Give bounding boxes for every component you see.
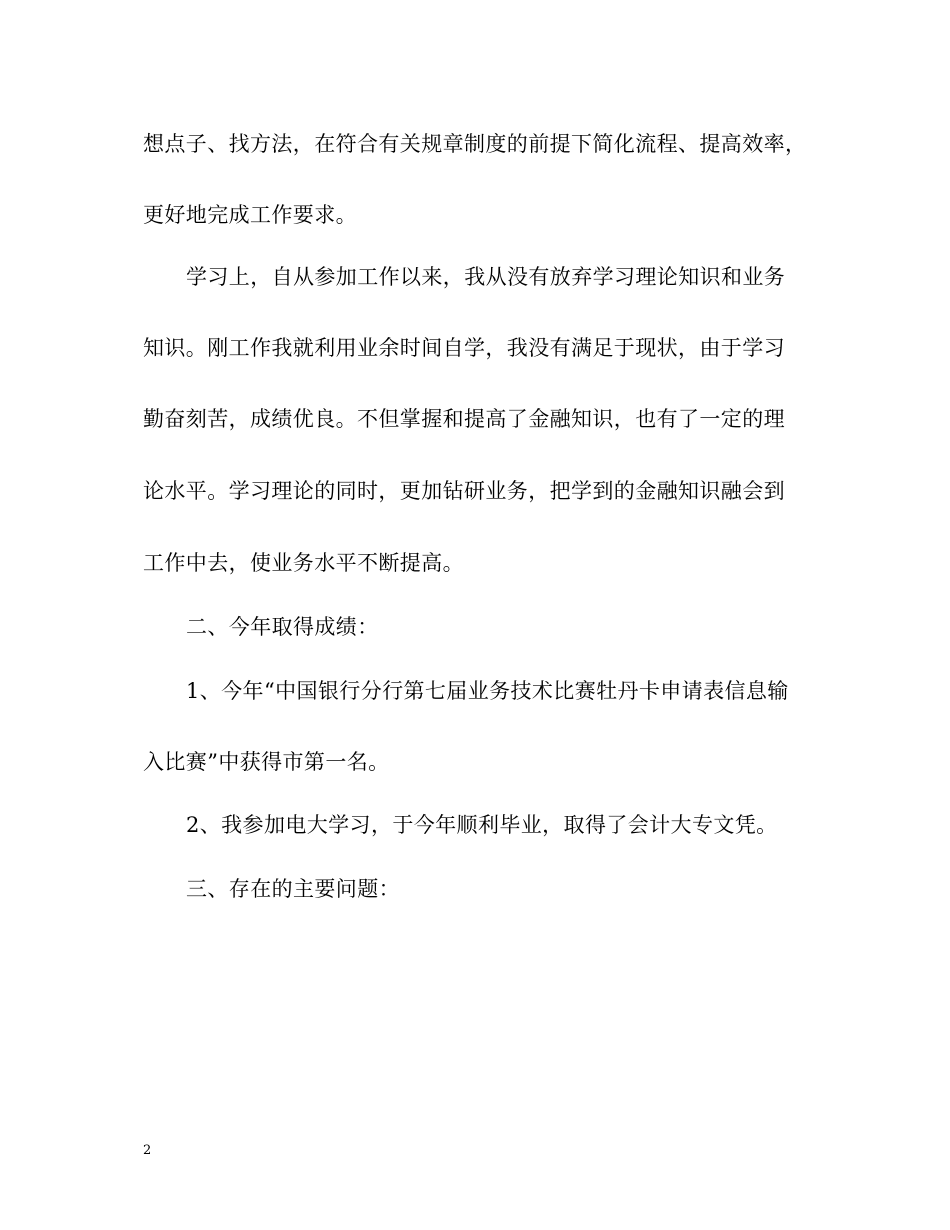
text-line-11: 2、我参加电大学习，于今年顺利毕业，取得了会计大专文凭。 — [186, 813, 778, 837]
text-line-5: 勤奋刻苦，成绩优良。不但掌握和提高了金融知识，也有了一定的理 — [143, 407, 785, 431]
section-heading-achievements: 二、今年取得成绩： — [186, 615, 379, 639]
text-line-6: 论水平。学习理论的同时，更加钻研业务，把学到的金融知识融会到 — [143, 479, 785, 503]
text-line-3: 学习上，自从参加工作以来，我从没有放弃学习理论知识和业务 — [186, 265, 786, 289]
text-line-4: 知识。刚工作我就利用业余时间自学，我没有满足于现状，由于学习 — [143, 336, 785, 360]
section-heading-problems: 三、存在的主要问题： — [186, 877, 400, 901]
text-line-2: 更好地完成工作要求。 — [143, 203, 357, 227]
text-line-9: 1、今年“中国银行分行第七届业务技术比赛牡丹卡申请表信息输 — [186, 679, 789, 703]
text-line-10: 入比赛”中获得市第一名。 — [143, 750, 390, 774]
page-number: 2 — [143, 1143, 152, 1158]
text-line-7: 工作中去，使业务水平不断提高。 — [143, 551, 464, 575]
text-line-1: 想点子、找方法，在符合有关规章制度的前提下简化流程、提高效率， — [143, 132, 807, 156]
